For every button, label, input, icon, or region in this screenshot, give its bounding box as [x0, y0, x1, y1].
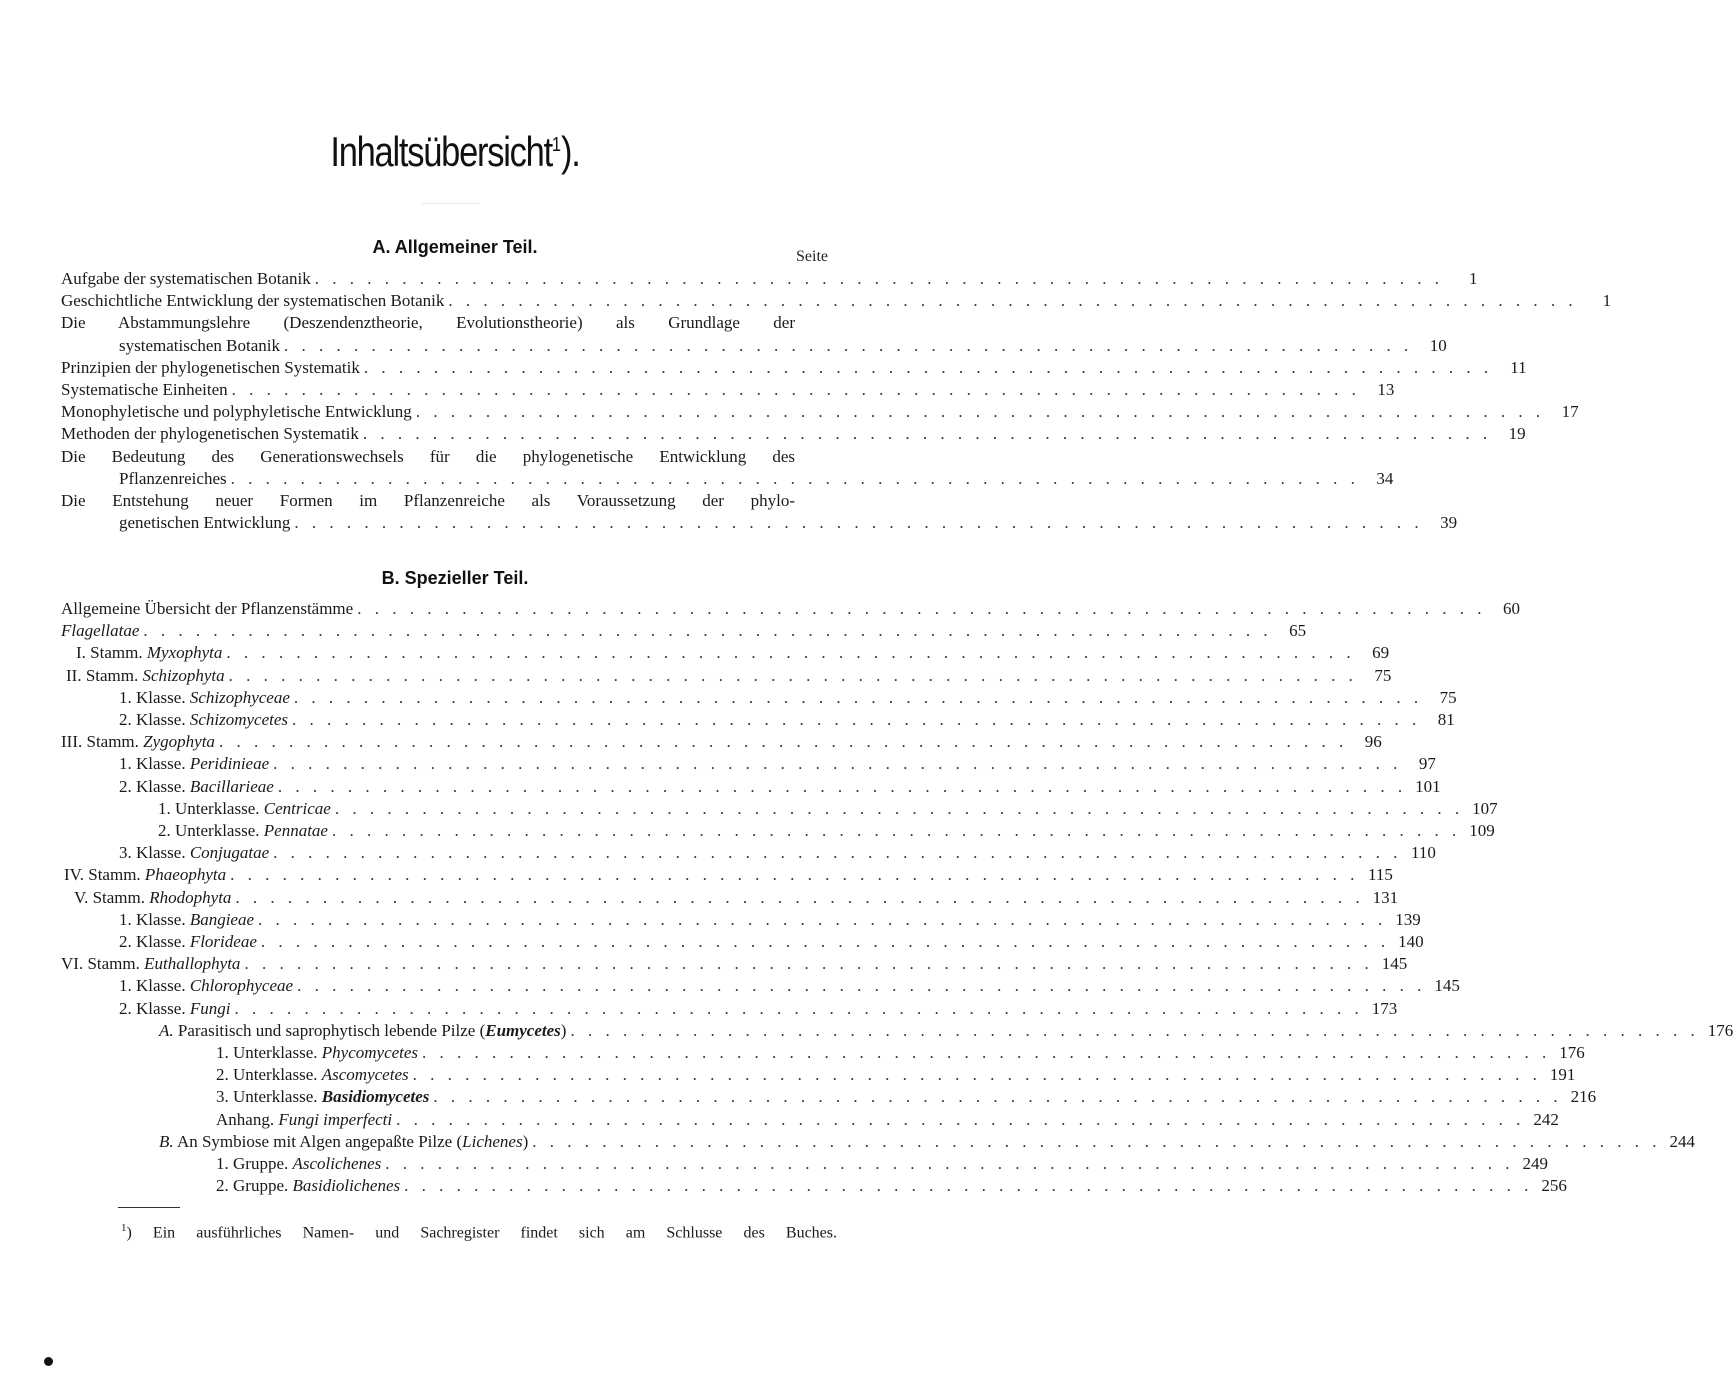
page-number: 244 — [1669, 1131, 1695, 1151]
entry-letter: B. — [159, 1131, 174, 1151]
entry-prefix: 1. Klasse. — [119, 687, 190, 707]
entry-prefix: IV. Stamm. — [64, 865, 145, 885]
entry-prefix: An Symbiose mit Algen angepaßte Pilze ( — [173, 1131, 463, 1151]
entry-label — [119, 998, 230, 1020]
entry-prefix: III. Stamm. — [61, 732, 144, 752]
page-number: 110 — [1411, 843, 1436, 863]
entry-label — [216, 1175, 400, 1197]
entry-prefix: VI. Stamm. — [61, 954, 145, 974]
entry-label — [216, 1153, 381, 1175]
page-number: 65 — [1289, 621, 1307, 641]
toc-entry — [61, 268, 1478, 290]
taxon-name: Centricae — [263, 798, 331, 818]
entry-prefix: 1. Klasse. — [119, 976, 190, 996]
page-number: 1 — [1469, 269, 1478, 288]
entry-label: Aufgabe der systematischen Botanik — [61, 269, 311, 288]
title-text: Inhaltsübersicht — [330, 128, 552, 175]
title-close: ). — [561, 128, 580, 175]
toc-entry — [61, 423, 1526, 445]
entry-prefix: 2. Klasse. — [119, 710, 190, 729]
page-number: 101 — [1415, 776, 1441, 796]
toc-entry — [64, 864, 1393, 886]
page-number: 96 — [1364, 732, 1382, 752]
toc-entry — [158, 798, 1498, 820]
dot-leader: . . . . . . . . . . . . . . . . . . . . . . . . . . . . . . . . . . . . . . . . . . . . . . . . . . . . . . . . . . . . . . . . . — [363, 357, 1493, 377]
toc-entry — [216, 1175, 1567, 1197]
dot-leader: . . . . . . . . . . . . . . . . . . . . . . . . . . . . . . . . . . . . . . . . . . . . . . . . . . . . . . . . . . . . . . . . . — [422, 1043, 1551, 1062]
toc-entry — [66, 665, 1392, 687]
toc-entry — [61, 598, 1520, 620]
entry-label: Prinzipien der phylogenetischen Systematik — [61, 357, 360, 377]
taxon-name: Florideae — [189, 932, 257, 951]
dot-leader: . . . . . . . . . . . . . . . . . . . . . . . . . . . . . . . . . . . . . . . . . . . . . . . . . . . . . . . . . . . . . . . . . — [244, 954, 1374, 974]
entry-label — [119, 975, 293, 997]
entry-label: Geschichtliche Entwicklung der systematischen Botanik — [61, 291, 445, 311]
entry-prefix: 1. Klasse. — [119, 754, 190, 774]
dot-leader: . . . . . . . . . . . . . . . . . . . . . . . . . . . . . . . . . . . . . . . . . . . . . . . . . . . . . . . . . . . . . . . . . — [448, 291, 1578, 311]
entry-label — [61, 953, 240, 975]
taxon-name: Lichenes — [462, 1131, 523, 1151]
toc-entry — [119, 468, 1394, 490]
page-number: 176 — [1707, 1020, 1733, 1040]
entry-label — [216, 1064, 409, 1086]
taxon-name: Bacillarieae — [189, 776, 274, 796]
taxon-name: Rhodophyta — [149, 887, 232, 907]
toc-entry — [216, 1064, 1576, 1086]
taxon-name: Phycomycetes — [321, 1043, 419, 1062]
entry-label — [61, 598, 353, 620]
dot-leader: . . . . . . . . . . . . . . . . . . . . . . . . . . . . . . . . . . . . . . . . . . . . . . . . . . . . . . . . . . . . . . . . . — [570, 1020, 1700, 1040]
entry-label — [158, 820, 328, 842]
page-column-label: Seite — [796, 248, 828, 265]
entry-label: Pflanzenreiches — [119, 468, 227, 488]
page-number: 145 — [1381, 954, 1408, 974]
taxon-name: Ascolichenes — [292, 1154, 382, 1173]
dot-leader: . . . . . . . . . . . . . . . . . . . . . . . . . . . . . . . . . . . . . . . . . . . . . . . . . . . . . . . . . . . . . . . . . — [277, 776, 1407, 796]
entry-label — [119, 842, 269, 864]
dot-leader: . . . . . . . . . . . . . . . . . . . . . . . . . . . . . . . . . . . . . . . . . . . . . . . . . . . . . . . . . . . . . . . . . — [396, 1109, 1525, 1129]
dot-leader: . . . . . . . . . . . . . . . . . . . . . . . . . . . . . . . . . . . . . . . . . . . . . . . . . . . . . . . . . . . . . . . . . — [218, 732, 1348, 752]
taxon-name: Euthallophyta — [144, 954, 241, 974]
entry-label: Monophyletische und polyphyletische Entwicklung — [61, 402, 412, 422]
entry-prefix: 2. Unterklasse. — [216, 1065, 322, 1085]
dot-leader: . . . . . . . . . . . . . . . . . . . . . . . . . . . . . . . . . . . . . . . . . . . . . . . . . . . . . . . . . . . . . . . . . — [292, 710, 1421, 729]
page-number: 109 — [1469, 821, 1495, 840]
entry-letter: A. — [159, 1020, 174, 1040]
page-number: 34 — [1376, 468, 1394, 488]
toc-entry — [216, 1042, 1585, 1064]
toc-entry — [159, 1020, 1733, 1042]
entry-label — [216, 1042, 418, 1064]
dot-leader: . . . . . . . . . . . . . . . . . . . . . . . . . . . . . . . . . . . . . . . . . . . . . . . . . . . . . . . . . . . . . . . . . — [314, 269, 1444, 288]
dot-leader: . . . . . . . . . . . . . . . . . . . . . . . . . . . . . . . . . . . . . . . . . . . . . . . . . . . . . . . . . . . . . . . . . — [415, 402, 1545, 422]
entry-label — [216, 1109, 392, 1131]
entry-prefix: II. Stamm. — [66, 665, 143, 685]
taxon-name: Eumycetes — [485, 1020, 561, 1040]
toc-entry — [74, 887, 1399, 909]
taxon-name: Zygophyta — [143, 732, 215, 752]
toc-entry — [76, 642, 1390, 664]
print-speck — [44, 1357, 53, 1366]
page-number: 1 — [1602, 291, 1612, 311]
dot-leader: . . . . . . . . . . . . . . . . . . . . . . . . . . . . . . . . . . . . . . . . . . . . . . . . . . . . . . . . . . . . . . . . . — [258, 909, 1387, 929]
page-number: 13 — [1377, 380, 1395, 399]
toc-entry — [119, 998, 1398, 1020]
toc-entry — [61, 620, 1307, 642]
section-a-heading: A. Allgemeiner Teil. — [372, 237, 538, 257]
entry-prefix: 1. Gruppe. — [216, 1154, 293, 1173]
toc-entry — [61, 357, 1527, 379]
entry-prefix: 1. Klasse. — [119, 909, 190, 929]
taxon-name: Basidiomycetes — [321, 1087, 430, 1107]
taxon-name: Conjugatae — [189, 843, 270, 863]
dot-leader: . . . . . . . . . . . . . . . . . . . . . . . . . . . . . . . . . . . . . . . . . . . . . . . . . . . . . . . . . . . . . . . . . — [273, 843, 1402, 863]
entry-label — [66, 665, 225, 687]
toc-entry — [119, 512, 1458, 534]
page-number: 39 — [1440, 513, 1458, 533]
entry-label — [119, 931, 257, 953]
entry-label: genetischen Entwicklung — [119, 513, 291, 533]
entry-suffix: ) — [522, 1131, 529, 1151]
section-b-heading: B. Spezieller Teil. — [381, 568, 529, 588]
dot-leader: . . . . . . . . . . . . . . . . . . . . . . . . . . . . . . . . . . . . . . . . . . . . . . . . . . . . . . . . . . . . . . . . . — [260, 932, 1390, 951]
page-number: 256 — [1541, 1176, 1567, 1196]
entry-label — [64, 864, 226, 886]
toc-entry — [61, 290, 1612, 312]
entry-prefix: 3. Klasse. — [119, 843, 190, 863]
toc-entry — [119, 909, 1421, 931]
page-number: 242 — [1533, 1109, 1559, 1129]
page-number: 69 — [1372, 643, 1390, 663]
footnote-divider — [118, 1207, 180, 1208]
page-number: 60 — [1502, 599, 1520, 618]
dot-leader: . . . . . . . . . . . . . . . . . . . . . . . . . . . . . . . . . . . . . . . . . . . . . . . . . . . . . . . . . . . . . . . . . — [385, 1154, 1514, 1173]
taxon-name: Myxophyta — [146, 643, 223, 663]
toc-entry — [119, 776, 1441, 798]
toc-entry-first-line: Die Abstammungslehre (Deszendenztheorie, Evolutionstheorie) als Grundlage der — [61, 313, 795, 333]
page-number: 17 — [1561, 402, 1579, 422]
page-number: 139 — [1395, 909, 1421, 929]
entry-prefix: Allgemeine Übersicht der Pflanzenstämme — [61, 599, 354, 618]
title-divider — [422, 203, 480, 204]
page-number: 249 — [1522, 1154, 1548, 1173]
dot-leader: . . . . . . . . . . . . . . . . . . . . . . . . . . . . . . . . . . . . . . . . . . . . . . . . . . . . . . . . . . . . . . . . . — [297, 976, 1426, 996]
entry-label — [216, 1086, 429, 1108]
entry-label: systematischen Botanik — [119, 335, 281, 355]
entry-prefix: I. Stamm. — [76, 643, 147, 663]
toc-entry — [216, 1086, 1597, 1108]
page-number: 107 — [1472, 798, 1498, 818]
dot-leader: . . . . . . . . . . . . . . . . . . . . . . . . . . . . . . . . . . . . . . . . . . . . . . . . . . . . . . . . . . . . . . . . . — [404, 1176, 1533, 1196]
entry-suffix: ) — [560, 1020, 567, 1040]
page-number: 173 — [1371, 998, 1398, 1018]
dot-leader: . . . . . . . . . . . . . . . . . . . . . . . . . . . . . . . . . . . . . . . . . . . . . . . . . . . . . . . . . . . . . . . . . — [226, 643, 1356, 663]
dot-leader: . . . . . . . . . . . . . . . . . . . . . . . . . . . . . . . . . . . . . . . . . . . . . . . . . . . . . . . . . . . . . . . . . — [357, 599, 1486, 618]
toc-entry — [158, 820, 1495, 842]
page-number: 81 — [1437, 710, 1455, 729]
dot-leader: . . . . . . . . . . . . . . . . . . . . . . . . . . . . . . . . . . . . . . . . . . . . . . . . . . . . . . . . . . . . . . . . . — [362, 424, 1492, 444]
toc-entry — [61, 379, 1395, 401]
entry-label: Methoden der phylogenetischen Systematik — [61, 424, 359, 444]
taxon-name: Chlorophyceae — [189, 976, 294, 996]
toc-entry — [216, 1153, 1548, 1175]
page-number: 216 — [1570, 1087, 1597, 1107]
entry-prefix: 2. Klasse. — [119, 776, 190, 796]
entry-prefix: Parasitisch und saprophytisch lebende Pilze ( — [173, 1020, 486, 1040]
entry-label: Systematische Einheiten — [61, 380, 228, 399]
dot-leader: . . . . . . . . . . . . . . . . . . . . . . . . . . . . . . . . . . . . . . . . . . . . . . . . . . . . . . . . . . . . . . . . . — [231, 380, 1361, 399]
entry-prefix: 2. Unterklasse. — [158, 821, 264, 840]
dot-leader: . . . . . . . . . . . . . . . . . . . . . . . . . . . . . . . . . . . . . . . . . . . . . . . . . . . . . . . . . . . . . . . . . — [412, 1065, 1542, 1085]
toc-entry — [159, 1131, 1695, 1153]
dot-leader: . . . . . . . . . . . . . . . . . . . . . . . . . . . . . . . . . . . . . . . . . . . . . . . . . . . . . . . . . . . . . . . . . — [294, 513, 1424, 533]
toc-entry-first-line: Die Bedeutung des Generationswechsels für die phylogenetische Entwicklung des — [61, 446, 795, 466]
entry-prefix: 2. Klasse. — [119, 932, 190, 951]
entry-label — [61, 731, 215, 753]
toc-entry — [119, 842, 1436, 864]
page-number: 140 — [1398, 932, 1424, 951]
dot-leader: . . . . . . . . . . . . . . . . . . . . . . . . . . . . . . . . . . . . . . . . . . . . . . . . . . . . . . . . . . . . . . . . . — [228, 665, 1358, 685]
page-number: 97 — [1418, 754, 1436, 774]
page-number: 10 — [1429, 335, 1447, 355]
dot-leader: . . . . . . . . . . . . . . . . . . . . . . . . . . . . . . . . . . . . . . . . . . . . . . . . . . . . . . . . . . . . . . . . . — [273, 754, 1402, 774]
entry-prefix: 1. Unterklasse. — [158, 798, 264, 818]
taxon-name: Pennatae — [263, 821, 328, 840]
footnote — [121, 1217, 837, 1244]
toc-entry — [119, 753, 1436, 775]
entry-label — [158, 798, 331, 820]
page-number: 145 — [1434, 976, 1460, 996]
taxon-name: Schizomycetes — [189, 710, 289, 729]
entry-prefix: 2. Klasse. — [119, 998, 190, 1018]
dot-leader: . . . . . . . . . . . . . . . . . . . . . . . . . . . . . . . . . . . . . . . . . . . . . . . . . . . . . . . . . . . . . . . . . — [234, 998, 1364, 1018]
toc-entry — [119, 335, 1447, 357]
footnote-mark: 1 — [121, 1222, 127, 1234]
title-footnote-mark: 1 — [551, 134, 562, 156]
footnote-text: ) Ein ausführliches Namen- und Sachregister findet sich am Schlusse des Buches. — [126, 1224, 837, 1242]
entry-label — [159, 1131, 528, 1153]
dot-leader: . . . . . . . . . . . . . . . . . . . . . . . . . . . . . . . . . . . . . . . . . . . . . . . . . . . . . . . . . . . . . . . . . — [235, 887, 1365, 907]
taxon-name: Fungi — [189, 998, 231, 1018]
taxon-name: Bangieae — [189, 909, 255, 929]
page-number: 75 — [1374, 665, 1392, 685]
taxon-name: Peridinieae — [189, 754, 270, 774]
toc-entry — [119, 975, 1460, 997]
toc-entry — [119, 687, 1457, 709]
page-number: 115 — [1368, 865, 1393, 885]
page-number: 191 — [1549, 1065, 1576, 1085]
entry-prefix: Anhang. — [216, 1109, 279, 1129]
dot-leader: . . . . . . . . . . . . . . . . . . . . . . . . . . . . . . . . . . . . . . . . . . . . . . . . . . . . . . . . . . . . . . . . . — [230, 468, 1360, 488]
taxon-name: Schizophyta — [142, 665, 225, 685]
entry-label — [119, 776, 274, 798]
entry-prefix: 3. Unterklasse. — [216, 1087, 322, 1107]
dot-leader: . . . . . . . . . . . . . . . . . . . . . . . . . . . . . . . . . . . . . . . . . . . . . . . . . . . . . . . . . . . . . . . . . — [143, 621, 1273, 641]
dot-leader: . . . . . . . . . . . . . . . . . . . . . . . . . . . . . . . . . . . . . . . . . . . . . . . . . . . . . . . . . . . . . . . . . — [230, 865, 1359, 885]
toc-entry-first-line: Die Entstehung neuer Formen im Pflanzenreiche als Voraussetzung der phylo- — [61, 491, 795, 510]
page-number: 11 — [1510, 357, 1527, 377]
dot-leader: . . . . . . . . . . . . . . . . . . . . . . . . . . . . . . . . . . . . . . . . . . . . . . . . . . . . . . . . . . . . . . . . . — [293, 687, 1423, 707]
entry-prefix: 1. Unterklasse. — [216, 1043, 322, 1062]
page-number: 75 — [1439, 687, 1457, 707]
entry-label — [119, 909, 254, 931]
taxon-name: Schizophyceae — [189, 687, 290, 707]
entry-label — [119, 753, 269, 775]
page-number: 131 — [1372, 887, 1399, 907]
dot-leader: . . . . . . . . . . . . . . . . . . . . . . . . . . . . . . . . . . . . . . . . . . . . . . . . . . . . . . . . . . . . . . . . . — [284, 335, 1413, 355]
taxon-name: Fungi imperfecti — [278, 1109, 393, 1129]
toc-entry — [61, 401, 1579, 423]
dot-leader: . . . . . . . . . . . . . . . . . . . . . . . . . . . . . . . . . . . . . . . . . . . . . . . . . . . . . . . . . . . . . . . . . — [532, 1131, 1661, 1151]
dot-leader: . . . . . . . . . . . . . . . . . . . . . . . . . . . . . . . . . . . . . . . . . . . . . . . . . . . . . . . . . . . . . . . . . — [331, 821, 1461, 840]
toc-entry — [216, 1109, 1559, 1131]
entry-label — [119, 709, 288, 731]
page-title — [82, 128, 828, 176]
entry-label — [159, 1020, 566, 1042]
taxon-name: Basidiolichenes — [292, 1176, 401, 1196]
entry-prefix: 2. Gruppe. — [216, 1176, 293, 1196]
page-number: 19 — [1508, 424, 1526, 444]
toc-entry — [119, 931, 1424, 953]
entry-label — [74, 887, 231, 909]
toc-entry — [61, 731, 1382, 753]
entry-label — [76, 642, 222, 664]
toc-entry — [61, 953, 1408, 975]
entry-label — [119, 687, 290, 709]
taxon-name: Flagellatae — [61, 621, 140, 641]
toc-entry — [119, 709, 1455, 731]
dot-leader: . . . . . . . . . . . . . . . . . . . . . . . . . . . . . . . . . . . . . . . . . . . . . . . . . . . . . . . . . . . . . . . . . — [433, 1087, 1563, 1107]
taxon-name: Phaeophyta — [144, 865, 227, 885]
dot-leader: . . . . . . . . . . . . . . . . . . . . . . . . . . . . . . . . . . . . . . . . . . . . . . . . . . . . . . . . . . . . . . . . . — [334, 798, 1464, 818]
page-number: 176 — [1559, 1043, 1585, 1062]
taxon-name: Ascomycetes — [321, 1065, 409, 1085]
entry-label — [61, 620, 139, 642]
entry-prefix: V. Stamm. — [74, 887, 150, 907]
